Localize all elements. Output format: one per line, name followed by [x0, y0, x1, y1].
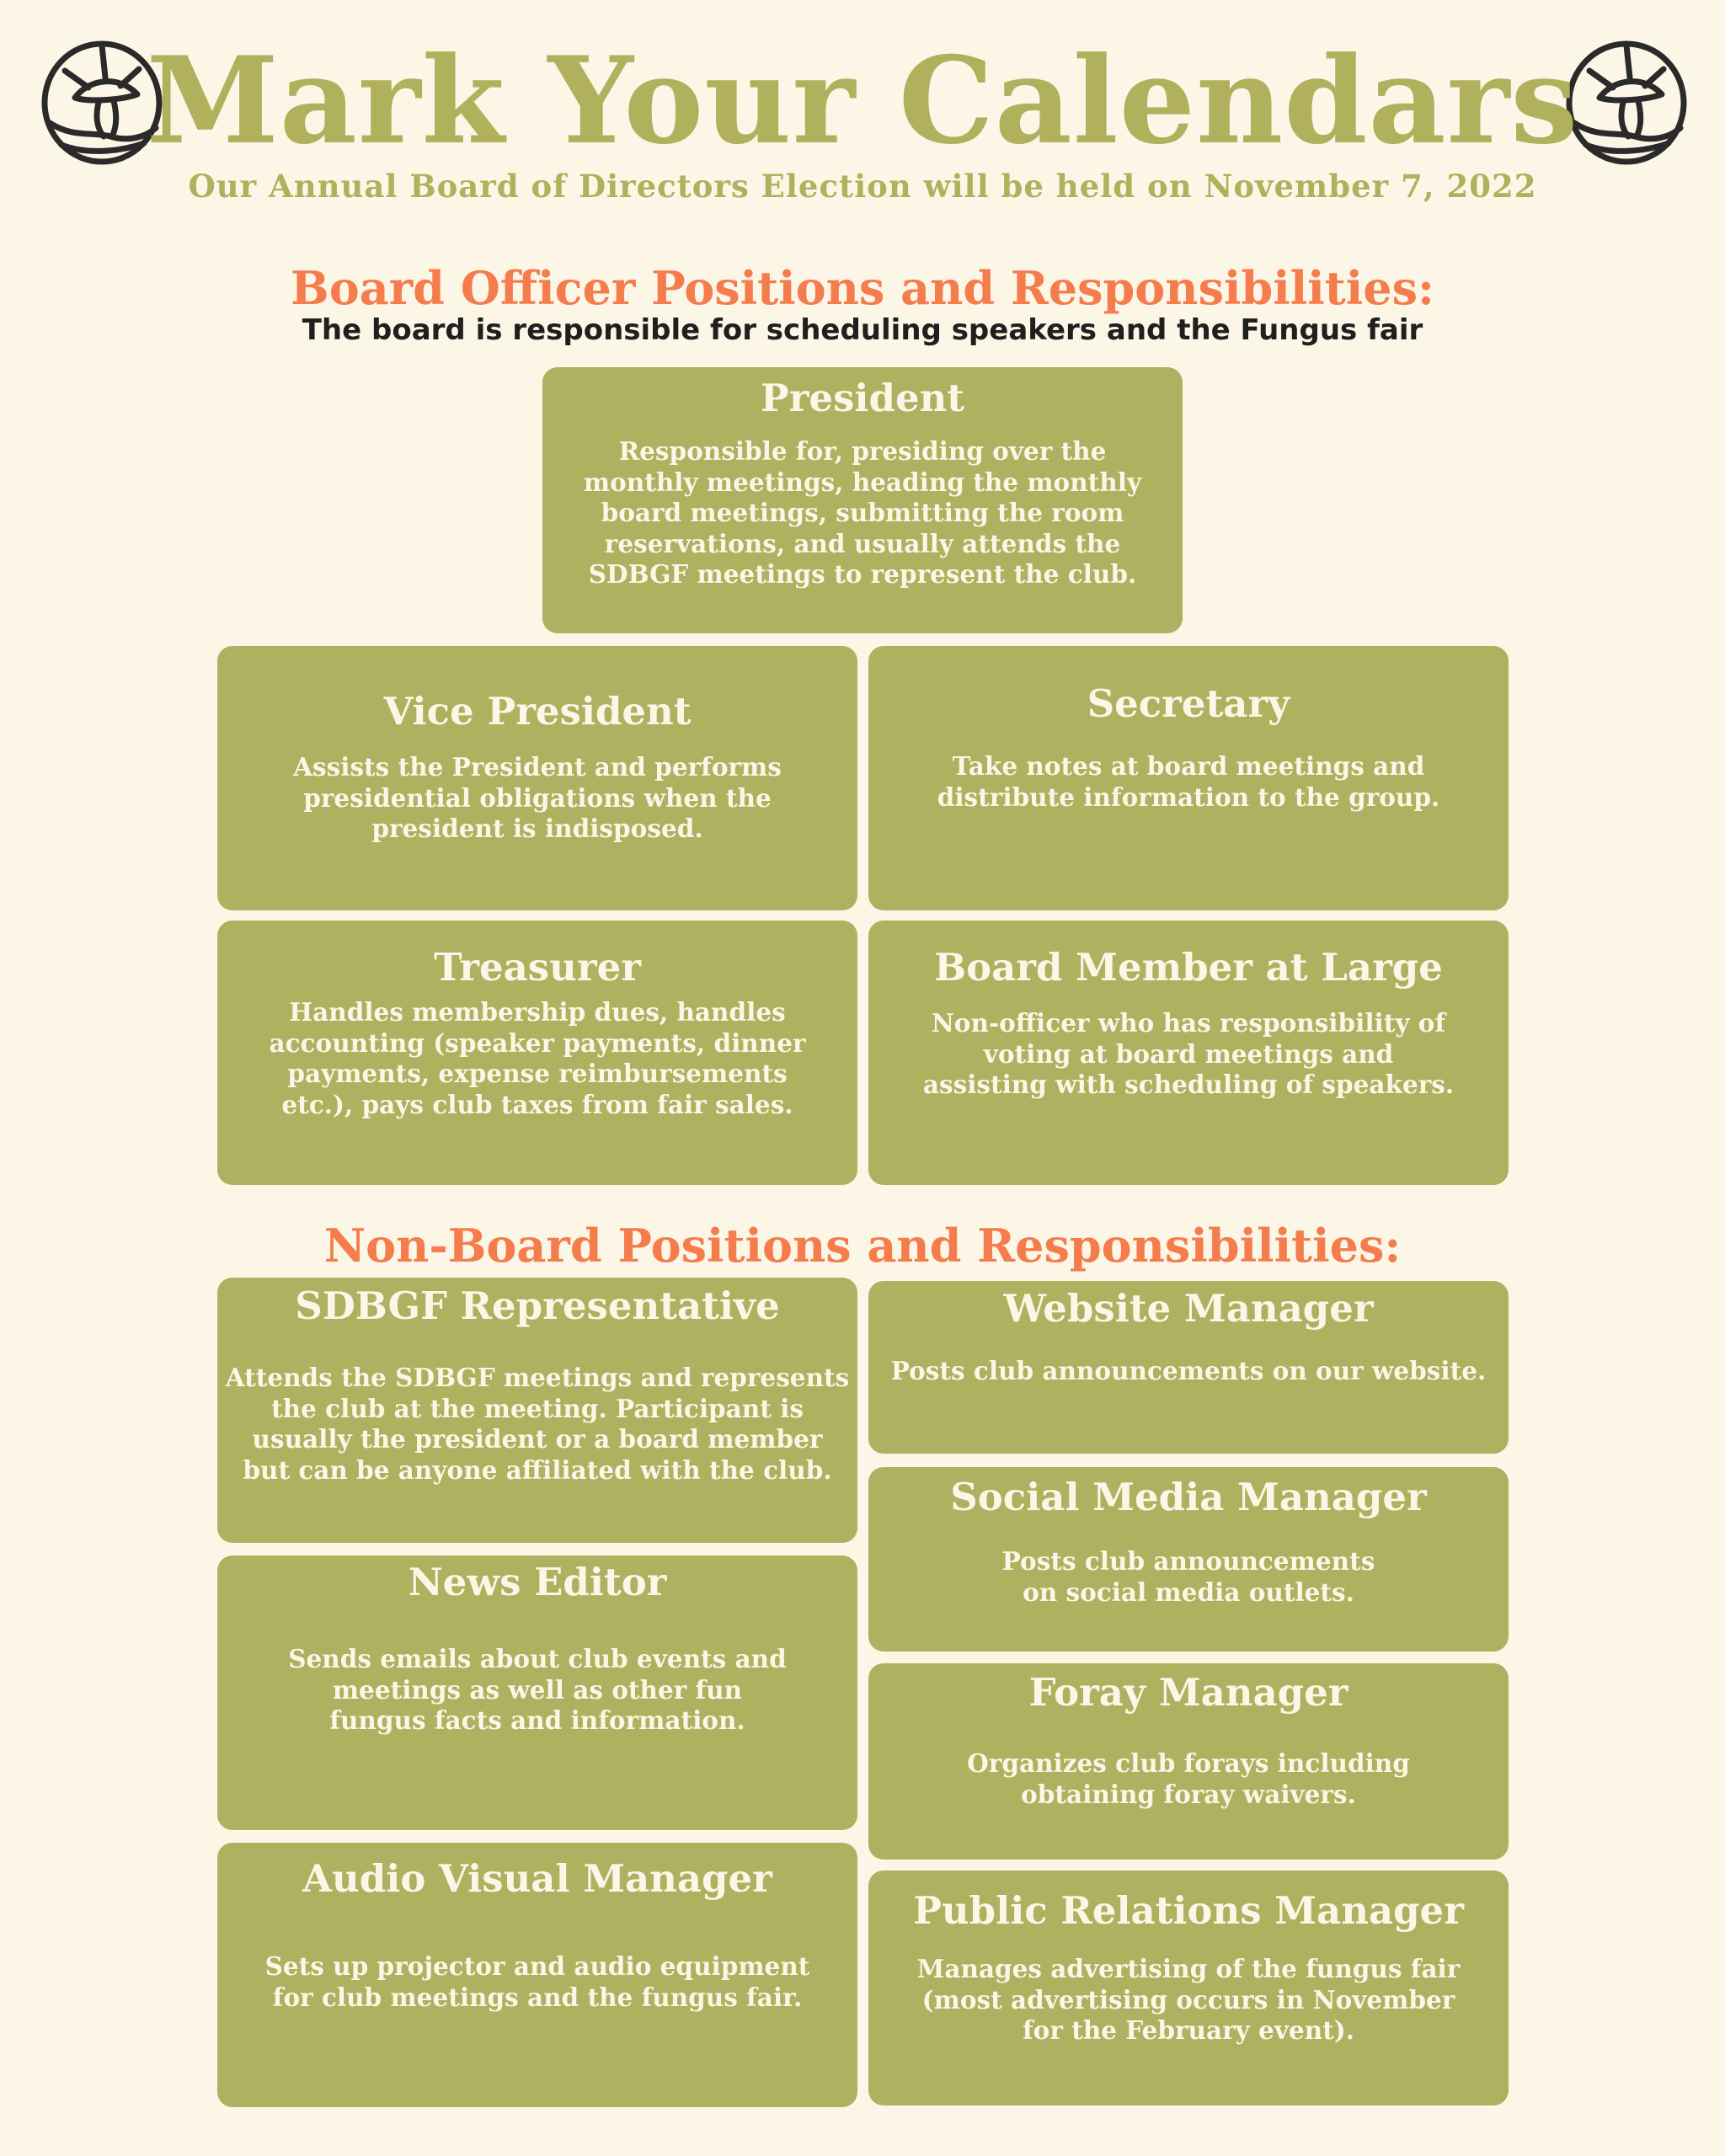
position-description: Posts club announcements on our website.: [890, 1356, 1487, 1385]
position-card-website-manager: [868, 1281, 1509, 1454]
position-title: Audio Visual Manager: [302, 1856, 772, 1901]
position-title: Treasurer: [434, 945, 641, 990]
position-card-treasurer: [217, 921, 857, 1185]
position-card-secretary: [868, 646, 1509, 910]
position-title: Secretary: [1087, 681, 1290, 726]
position-title: Foray Manager: [1028, 1670, 1348, 1715]
position-card-vice-president: [217, 646, 857, 910]
position-title: Social Media Manager: [950, 1475, 1427, 1519]
position-description: Handles membership dues, handles accounting (speaker payments, dinner payments, expense reimbursements etc.), pays club taxes from fair sales.: [269, 997, 806, 1119]
position-card-foray-manager: [868, 1663, 1509, 1860]
position-title: Public Relations Manager: [913, 1888, 1464, 1933]
position-title: Board Member at Large: [934, 945, 1443, 990]
nonboard-section-heading: Non-Board Positions and Responsibilities:: [323, 1219, 1402, 1273]
position-card-public-relations-manager: [868, 1870, 1509, 2105]
position-card-social-media-manager: [868, 1467, 1509, 1652]
position-card-audio-visual-manager: [217, 1843, 857, 2107]
position-description: Take notes at board meetings and distribute information to the group.: [937, 751, 1440, 812]
position-description: Sets up projector and audio equipment for club meetings and the fungus fair.: [264, 1951, 810, 2012]
position-description: Posts club announcements on social media outlets.: [1001, 1546, 1375, 1607]
position-title: Vice President: [383, 689, 692, 734]
position-description: Organizes club forays including obtaining foray waivers.: [967, 1748, 1410, 1809]
position-description: Non-officer who has responsibility of voting at board meetings and assisting with scheduling of speakers.: [922, 1008, 1455, 1099]
position-description: Assists the President and performs presidential obligations when the president is indisposed.: [293, 752, 782, 843]
position-description: Attends the SDBGF meetings and represents the club at the meeting. Participant is usually the president or a board member but can be anyone affiliated with the club.: [225, 1363, 850, 1485]
position-title: Website Manager: [1003, 1286, 1374, 1331]
election-date-subtitle: Our Annual Board of Directors Election will be held on November 7, 2022: [188, 168, 1537, 205]
position-description: Responsible for, presiding over the monthly meetings, heading the monthly board meetings, submitting the room reservations, and usually attends the SDBGF meetings to represent the club.: [583, 436, 1142, 589]
page-title: Mark Your Calendars: [146, 31, 1579, 171]
position-title: SDBGF Representative: [295, 1283, 780, 1328]
position-description: Manages advertising of the fungus fair (most advertising occurs in November for the February event).: [916, 1954, 1461, 2045]
position-description: Sends emails about club events and meetings as well as other fun fungus facts and information.: [288, 1644, 787, 1735]
board-section-subheading: The board is responsible for scheduling speakers and the Fungus fair: [302, 313, 1423, 347]
position-card-news-editor: [217, 1556, 857, 1830]
position-card-sdbgf-representative: [217, 1278, 857, 1543]
position-title: News Editor: [408, 1560, 667, 1604]
board-section-heading: Board Officer Positions and Responsibilities:: [291, 261, 1434, 315]
position-card-board-member-at-large: [868, 921, 1509, 1185]
position-card-president: [542, 367, 1183, 633]
position-title: President: [760, 376, 965, 420]
